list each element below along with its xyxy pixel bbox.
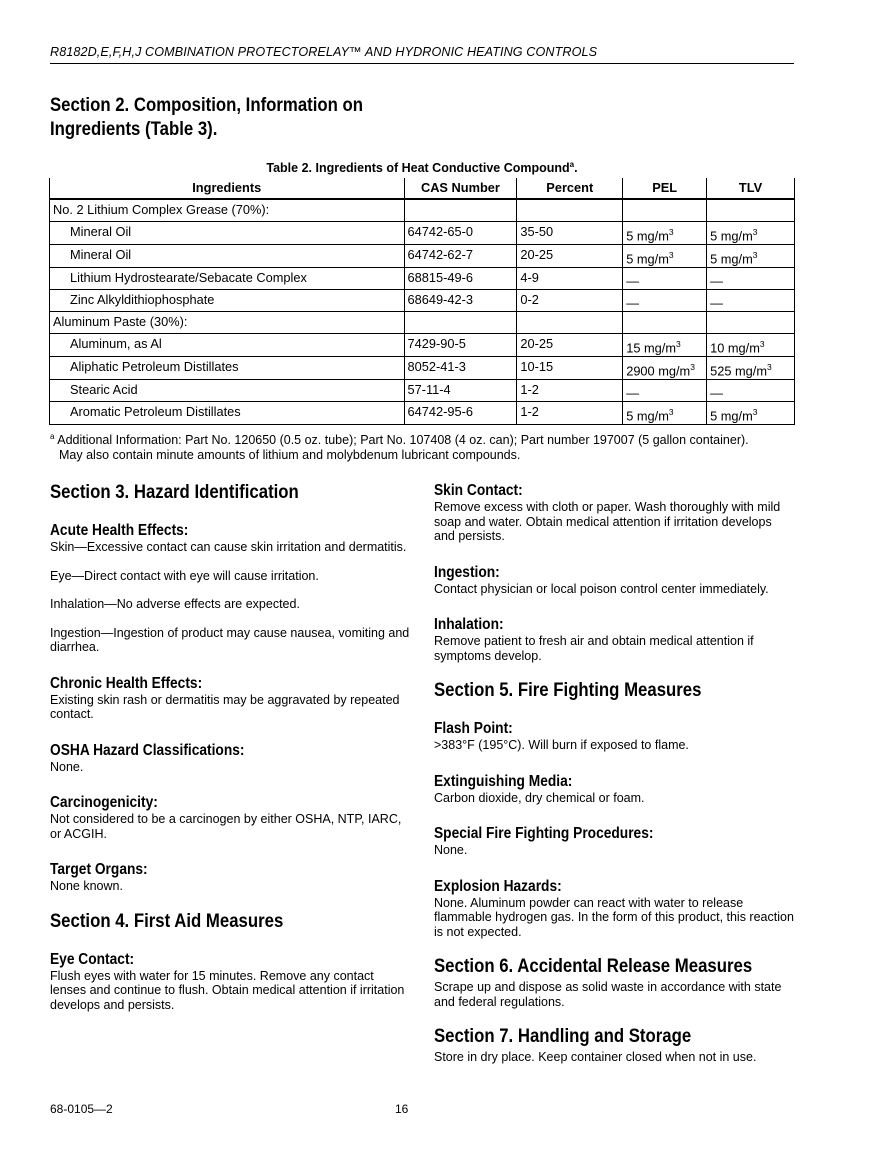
tlv-cell [707, 334, 795, 357]
table-row [50, 312, 795, 334]
acute-eye-text: Eye—Direct contact with eye will cause irritation. [50, 568, 319, 583]
cas-cell: 64742-65-0 [404, 222, 517, 245]
footnote-line1: Additional Information: Part No. 120650 (0.5 oz. tube); Part No. 107408 (4 oz. can); Part number 197007 (5 gallon container). [54, 433, 749, 448]
column-header-pel: PEL [623, 180, 707, 199]
carcinogenicity-text: Not considered to be a carcinogen by either OSHA, NTP, IARC, or ACGIH. [50, 812, 402, 841]
page-number: 16 [395, 1102, 409, 1116]
percent-cell [517, 312, 623, 334]
percent-cell: 1-2 [517, 380, 623, 402]
pel-value: — [626, 273, 639, 289]
pel-value: 2900 mg/m [626, 363, 691, 378]
tlv-cell [707, 245, 795, 268]
tlv-value: — [710, 385, 723, 401]
header-rule [50, 63, 794, 64]
table-row [50, 268, 795, 290]
ingredient-cell: Lithium Hydrostearate/Sebacate Complex [50, 268, 405, 290]
pel-exponent: 3 [668, 249, 674, 260]
section-4-title: Section 4. First Aid Measures [50, 909, 284, 932]
pel-cell [623, 357, 707, 380]
tlv-value: 525 mg/m [710, 363, 767, 378]
ingredient-cell: Mineral Oil [50, 245, 405, 268]
section-5-title: Section 5. Fire Fighting Measures [434, 679, 702, 701]
explosion-hazards-heading: Explosion Hazards: [434, 877, 562, 895]
percent-cell: 35-50 [517, 222, 623, 245]
tlv-exponent: 3 [767, 361, 772, 372]
document-id: 68-0105—2 [50, 1102, 113, 1116]
chronic-health-text: Existing skin rash or dermatitis may be aggravated by repeated contact. [50, 692, 400, 721]
pel-cell [623, 268, 707, 290]
percent-cell [517, 199, 623, 222]
pel-cell [623, 199, 707, 222]
osha-text: None. [50, 759, 84, 774]
pel-exponent: 3 [690, 361, 695, 372]
cas-cell [404, 199, 517, 222]
cas-cell: 8052-41-3 [404, 357, 517, 380]
tlv-cell [707, 380, 795, 402]
table-row [50, 290, 795, 312]
table-caption-text: Table 2. Ingredients of Heat Conductive Compound [266, 161, 570, 176]
right-column [434, 481, 794, 1065]
cas-cell: 68649-42-3 [404, 290, 517, 312]
inhalation-heading: Inhalation: [434, 616, 504, 633]
flash-point-heading: Flash Point: [434, 720, 513, 737]
pel-value: — [626, 385, 639, 401]
ingredient-cell: No. 2 Lithium Complex Grease (70%): [50, 199, 405, 222]
ingestion-text: Contact physician or local poison control center immediately. [434, 581, 769, 596]
ingestion-heading: Ingestion: [434, 563, 500, 581]
section-2-title-line1: Section 2. Composition, Information on [50, 94, 364, 116]
ingredient-cell: Aliphatic Petroleum Distillates [50, 357, 405, 380]
tlv-cell [707, 357, 795, 380]
tlv-cell [707, 222, 795, 245]
tlv-value: 5 mg/m [710, 408, 753, 423]
section-6-text: Scrape up and dispose as solid waste in accordance with state and federal regulations. [434, 980, 782, 1009]
column-header-cas: CAS Number [404, 180, 517, 199]
pel-cell [623, 312, 707, 334]
percent-cell: 1-2 [517, 402, 623, 425]
tlv-cell [707, 268, 795, 290]
extinguishing-media-heading: Extinguishing Media: [434, 772, 573, 790]
table-caption-footnote-mark: a [569, 160, 575, 169]
flash-point-text: >383°F (195°C). Will burn if exposed to flame. [434, 738, 689, 752]
table-row [50, 222, 795, 245]
special-procedures-text: None. [434, 843, 468, 857]
carcinogenicity-heading: Carcinogenicity: [50, 794, 158, 811]
table-row [50, 402, 795, 425]
tlv-cell [707, 199, 795, 222]
acute-skin-text: Skin—Excessive contact can cause skin irritation and dermatitis. [50, 540, 407, 554]
osha-heading: OSHA Hazard Classifications: [50, 741, 245, 759]
pel-value: 5 mg/m [626, 251, 669, 266]
section-2-title-line2: Ingredients (Table 3). [50, 118, 218, 140]
section-6-title: Section 6. Accidental Release Measures [434, 955, 753, 977]
ingredient-cell: Aromatic Petroleum Distillates [50, 402, 405, 425]
table-row [50, 199, 795, 222]
table-caption-end: . [574, 161, 578, 176]
tlv-value: 10 mg/m [710, 340, 760, 355]
ingredient-cell: Aluminum Paste (30%): [50, 312, 405, 334]
column-header-tlv: TLV [707, 180, 795, 199]
tlv-exponent: 3 [752, 226, 758, 237]
extinguishing-media-text: Carbon dioxide, dry chemical or foam. [434, 790, 645, 805]
table-row [50, 334, 795, 357]
pel-exponent: 3 [676, 338, 681, 349]
footnote-line2: May also contain minute amounts of lithium and molybdenum lubricant compounds. [59, 448, 521, 463]
pel-cell [623, 334, 707, 357]
cas-cell: 57-11-4 [404, 380, 517, 402]
pel-value: 15 mg/m [626, 340, 676, 355]
acute-ingestion-text: Ingestion—Ingestion of product may cause nausea, vomiting and diarrhea. [50, 625, 410, 654]
ingredient-cell: Aluminum, as Al [50, 334, 405, 357]
target-organs-text: None known. [50, 879, 123, 893]
target-organs-heading: Target Organs: [50, 861, 148, 878]
percent-cell: 20-25 [517, 334, 623, 357]
cas-cell: 64742-95-6 [404, 402, 517, 425]
table-row [50, 245, 795, 268]
acute-health-heading: Acute Health Effects: [50, 522, 189, 539]
ingredient-cell: Zinc Alkyldithiophosphate [50, 290, 405, 312]
running-head: R8182D,E,F,H,J COMBINATION PROTECTORELAY™ AND HYDRONIC HEATING CONTROLS [50, 45, 598, 59]
pel-cell [623, 245, 707, 268]
table-caption [50, 160, 794, 175]
pel-cell [623, 380, 707, 402]
tlv-cell [707, 312, 795, 334]
percent-cell: 10-15 [517, 357, 623, 380]
skin-contact-heading: Skin Contact: [434, 482, 523, 499]
percent-cell: 0-2 [517, 290, 623, 312]
pel-value: — [626, 295, 639, 311]
column-header-percent: Percent [517, 180, 623, 199]
eye-contact-text: Flush eyes with water for 15 minutes. Remove any contact lenses and continue to flush. Obtain medical attention if irritation develops and persists. [50, 968, 405, 1012]
cas-cell [404, 312, 517, 334]
skin-contact-text: Remove excess with cloth or paper. Wash thoroughly with mild soap and water. Obtain medical attention if irritation develops and persists. [434, 500, 781, 543]
cas-cell: 7429-90-5 [404, 334, 517, 357]
section-3-title: Section 3. Hazard Identification [50, 481, 299, 503]
section-7-text: Store in dry place. Keep container closed when not in use. [434, 1050, 757, 1064]
pel-cell [623, 290, 707, 312]
chronic-health-heading: Chronic Health Effects: [50, 674, 203, 692]
acute-inhalation-text: Inhalation—No adverse effects are expected. [50, 597, 300, 611]
ingredients-table [49, 178, 795, 425]
percent-cell: 20-25 [517, 245, 623, 268]
tlv-value: 5 mg/m [710, 228, 753, 243]
footnote-mark: a [50, 432, 55, 441]
column-header-ingredients: Ingredients [50, 180, 405, 199]
pel-value: 5 mg/m [626, 228, 669, 243]
tlv-cell [707, 290, 795, 312]
tlv-value: — [710, 295, 723, 311]
tlv-value: — [710, 273, 723, 289]
ingredient-cell: Mineral Oil [50, 222, 405, 245]
tlv-exponent: 3 [759, 338, 765, 349]
tlv-cell [707, 402, 795, 425]
tlv-exponent: 3 [752, 249, 758, 260]
tlv-exponent: 3 [752, 406, 758, 417]
cas-cell: 64742-62-7 [404, 245, 517, 268]
left-column [50, 480, 410, 1012]
pel-exponent: 3 [668, 226, 674, 237]
table-row [50, 380, 795, 402]
cas-cell: 68815-49-6 [404, 268, 517, 290]
table-row [50, 357, 795, 380]
tlv-value: 5 mg/m [710, 251, 753, 266]
pel-value: 5 mg/m [626, 408, 669, 423]
special-procedures-heading: Special Fire Fighting Procedures: [434, 825, 654, 842]
section-2-heading [50, 93, 414, 141]
section-7-title: Section 7. Handling and Storage [434, 1025, 692, 1047]
pel-cell [623, 222, 707, 245]
pel-exponent: 3 [668, 406, 674, 417]
percent-cell: 4-9 [517, 268, 623, 290]
eye-contact-heading: Eye Contact: [50, 950, 135, 968]
table-header-row [50, 180, 795, 199]
pel-cell [623, 402, 707, 425]
inhalation-text: Remove patient to fresh air and obtain medical attention if symptoms develop. [434, 634, 754, 663]
explosion-hazards-text: None. Aluminum powder can react with water to release flammable hydrogen gas. In the form of this product, this reaction is not expected. [434, 895, 794, 939]
table-footnote [50, 429, 794, 463]
ingredient-cell: Stearic Acid [50, 380, 405, 402]
